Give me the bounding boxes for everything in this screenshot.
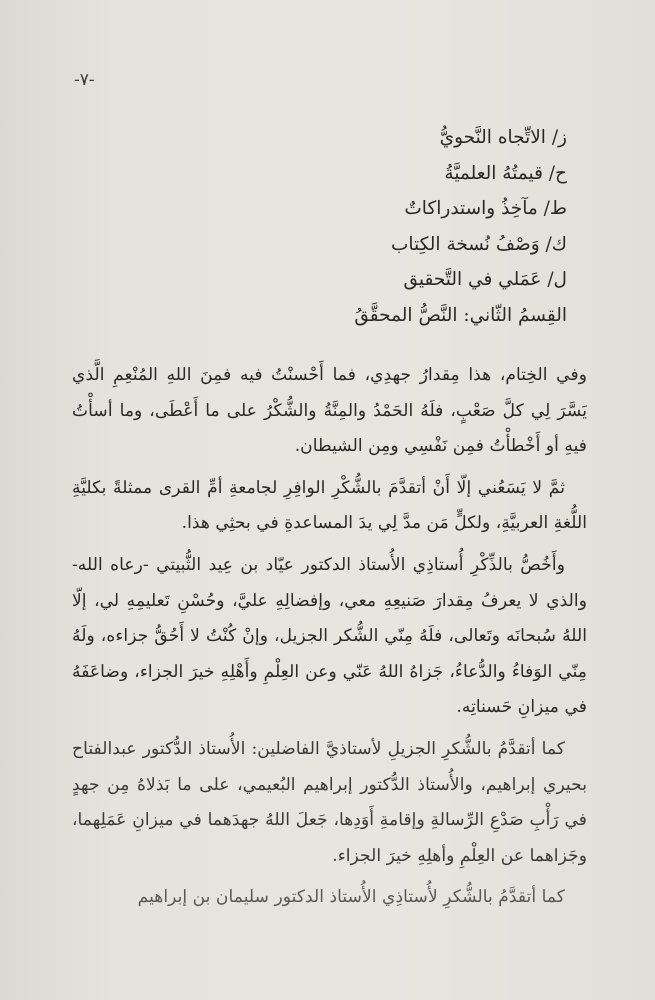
contents-item: ل/ عَمَلي في التَّحقيق	[403, 269, 567, 290]
thanks-examiners-paragraph: كما أتقدَّمُ بالشُّكرِ الجزيلِ لأستاذيَّ الفاضلين: الأُستاذ الدُّكتور عبدالفتاح بحيري إبراهيم، والأُستاذ الدُّكتور إبراهيم البُعيمي، على ما بَذلاهُ مِن جهدٍ في رَأْبِ صَدْعِ الرِّسالةِ وإقامةِ أَوَدِها، جَعلَ اللهُ جهدَهما في ميزانِ عَمَلِهما، وجَزاهما عن العِلْمِ وأهلِهِ خيرَ الجزاء.	[72, 738, 587, 866]
thanks-professor-paragraph: كما أتقدَّمُ بالشُّكرِ لأُستاذِي الأُستاذ الدكتور سليمان بن إبراهيم	[137, 887, 565, 908]
contents-item: ط/ مآخِذُ واستدراكاتٌ	[404, 198, 567, 219]
contents-item: ك/ وَصْفُ نُسخة الكِتاب	[390, 233, 567, 255]
contents-item: القِسمُ الثّاني: النَّصُّ المحقَّقُ	[354, 304, 567, 326]
body-text	[72, 358, 587, 922]
contents-item: ز/ الاتِّجاه النَّحويُّ	[439, 127, 567, 148]
thanks-university-paragraph: ثمَّ لا يَسَعُني إلّا أَنْ أتقدَّمَ بالشُّكْرِ الوافِرِ لجامعةِ أمِّ القرى ممثلةً بكليَّةِ اللُّغةِ العربيَّةِ، ولكلٍّ مَن مدَّ لِي يدَ المساعدةِ في بحثِي هذا.	[72, 477, 587, 534]
page-number: -٧-	[74, 70, 95, 90]
contents-item: ح/ قيمتُهُ العلميَّةُ	[444, 162, 567, 184]
thanks-supervisor-paragraph: وأَخُصُّ بالذِّكْرِ أُستاذِي الأُستاذ الدكتور عيّاد بن عِيد الثُّبيتي -رعاه الله- والذي لا يعرفُ مِقدارَ صَنيعِهِ معي، وإفضالِهِ عليَّ، وحُسْنِ تَعليمِهِ لي، إلّا اللهُ سُبحانَه وتَعالى، فلَهُ مِنّي الشُّكر الجزيل، وإنْ كُنْتُ لا أَحُقُّ جزاءه، ولَهُ مِنّي الوَفاءُ والدُّعاءُ، جَزاهُ اللهُ عَنّي وعن العِلْمِ وأَهْلِهِ خيرَ الجزاء، وضاعَفَهُ في ميزانِ حَسناتِه.	[72, 554, 587, 718]
closing-paragraph: وفي الخِتام، هذا مِقدارُ جهدِي، فما أَحْسنْتُ فيه فمِنَ اللهِ المُنْعِمِ الَّذي يَسَّرَ لِي كلَّ صَعْبٍ، فلَهُ الحَمْدُ والمِنَّةُ والشُّكْرُ على ما أَعْطَى، وما أسأْتُ فيهِ أو أَخْطأْتُ فمِن نَفْسِي ومِن الشيطان.	[72, 365, 587, 457]
contents-list	[107, 120, 567, 333]
